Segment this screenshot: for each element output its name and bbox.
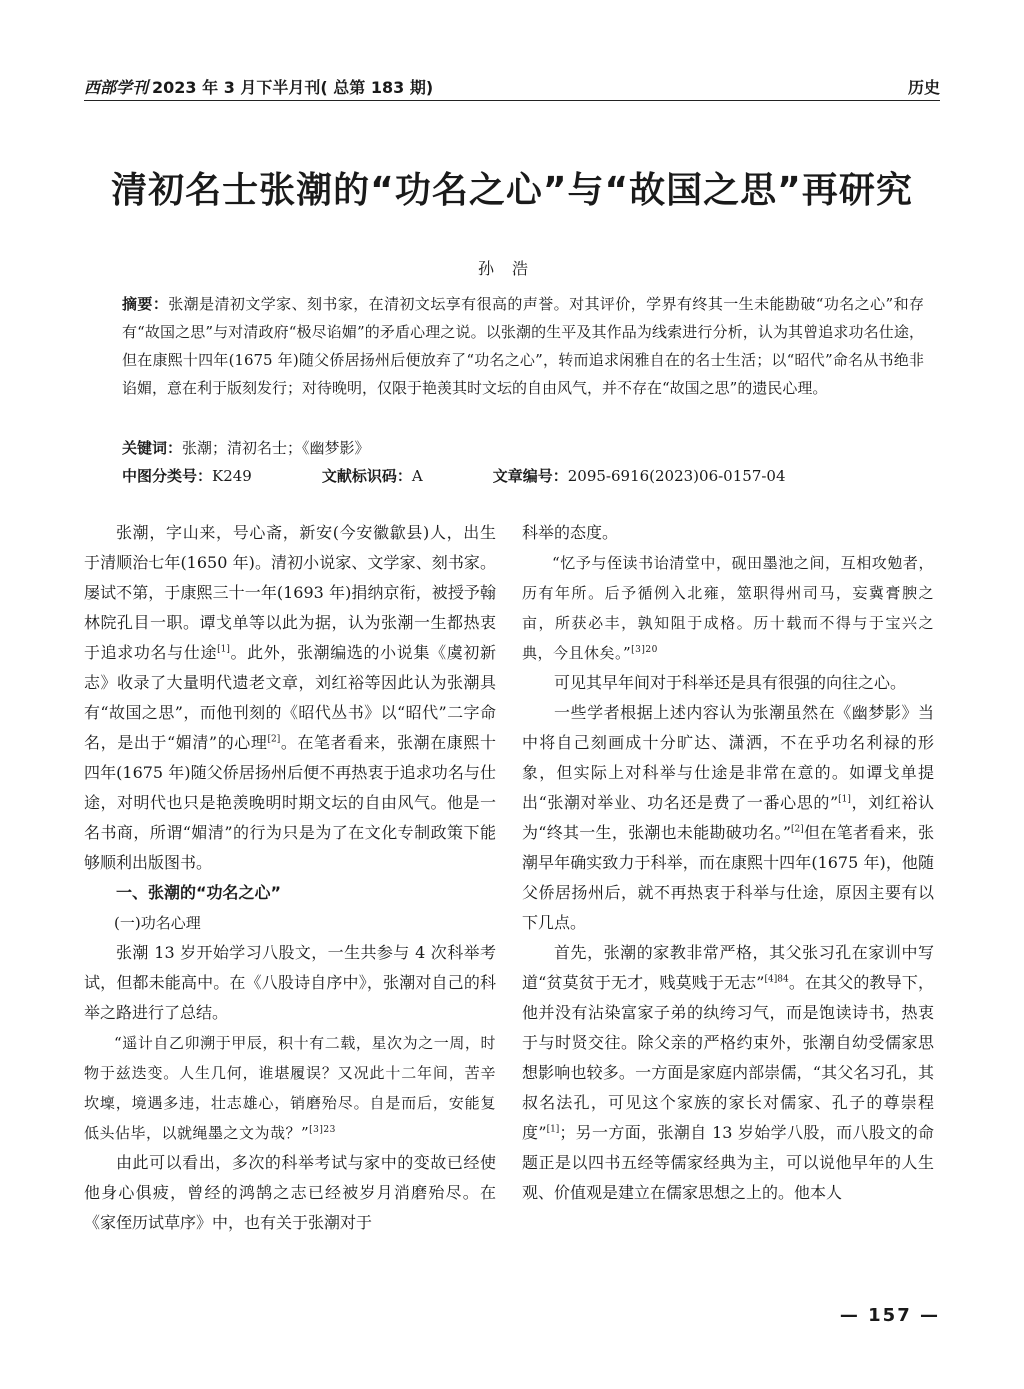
article-number-label: 文章编号： — [492, 467, 568, 485]
paragraph-continued: 科举的态度。 — [522, 523, 619, 542]
citation: [2] — [791, 824, 804, 835]
citation: [4]84 — [764, 974, 789, 985]
classification-line — [122, 462, 924, 490]
citation: [1] — [838, 794, 851, 805]
issue-info: 2023 年 3 月下半月刊( 总第 183 期) — [152, 78, 434, 97]
article-title: 清初名士张潮的“功名之心”与“故国之思”再研究 — [111, 170, 913, 211]
right-column — [522, 518, 934, 1208]
paragraph: 一些学者根据上述内容认为张潮虽然在《幽梦影》当中将自己刻画成十分旷达、潇洒，不在乎功名利禄的形象，但实际上对科举与仕途是非常在意的。如谭戈单提出“张潮对举业、功名还是费了一番心思的”[1]，刘红裕认为“终其一生，张潮也未能勘破功名。”[2]但在笔者看来，张潮早年确实致力于科举，而在康熙十四年(1675 年)，他随父侨居扬州后，就不再热衷于科举与仕途，原因主要有以下几点。 — [522, 703, 934, 932]
abstract-text: 张潮是清初文学家、刻书家，在清初文坛享有很高的声誉。对其评价，学界有终其一生未能勘破“功名之心”和存有“故国之思”与对清政府“极尽谄媚”的矛盾心理之说。以张潮的生平及其作品为线索进行分析，认为其曾追求功名仕途，但在康熙十四年(1675 年)随父侨居扬州后便放弃了“功名之心”，转而追求闲雅自在的名士生活；以“昭代”命名从书绝非谄媚，意在利于版刻发行；对待晚明，仅限于艳羡其时文坛的自由风气，并不存在“故国之思”的遗民心理。 — [122, 295, 924, 397]
citation: [3]23 — [309, 1125, 336, 1135]
subsection-heading: (一)功名心理 — [114, 914, 201, 932]
abstract — [122, 290, 924, 402]
abstract-label: 摘要： — [122, 295, 169, 313]
section-label: 历史 — [907, 78, 940, 97]
article-number-value: 2095-6916(2023)06-0157-04 — [567, 467, 786, 485]
paragraph: 首先，张潮的家教非常严格，其父张习孔在家训中写道“贫莫贫于无才，贱莫贱于无志”$^{[4]84}$。在其父的教导下，他并没有沾染富家子弟的纨绔习气，而是饱读诗书，热衷于与时贤交往。除父亲的严格约束外，张潮自幼受儒家思想影响也较多。一方面是家庭内部崇儒，“其父名习孔，其叔名法孔，可见这个家族的家长对儒家、孔子的尊崇程度”[1]；另一方面，张潮自 13 岁始学八股，而八股文的命题正是以四书五经等儒家经典为主，可以说他早年的人生观、价值观是建立在儒家思想之上的。他本人 — [522, 943, 934, 1202]
doc-code-value: A — [411, 467, 423, 485]
paragraph: 张潮 13 岁开始学习八股文，一生共参与 4 次科举考试，但都未能高中。在《八股诗自序中》，张潮对自己的科举之路进行了总结。 — [84, 943, 496, 1022]
paragraph: 可见其早年间对于科举还是具有很强的向往之心。 — [554, 673, 907, 692]
author-name: 孙浩 — [477, 259, 546, 278]
citation: [3]20 — [631, 645, 658, 655]
citation: [1] — [217, 644, 230, 655]
citation: [2] — [267, 734, 281, 745]
paragraph: 由此可以看出，多次的科举考试与家中的变故已经使他身心俱疲，曾经的鸿鹄之志已经被岁月消磨殆尽。在《家侄历试草序》中，也有关于张潮对于 — [84, 1153, 496, 1232]
keywords-line — [122, 434, 924, 462]
journal-logo: 西部学刊 — [84, 78, 149, 97]
keywords-label: 关键词： — [122, 439, 183, 457]
keywords-text: 张潮；清初名士；《幽梦影》 — [182, 439, 370, 457]
citation: [1] — [546, 1124, 560, 1135]
clc-value: K249 — [212, 467, 252, 485]
running-header — [84, 74, 940, 98]
clc-label: 中图分类号： — [122, 467, 213, 485]
block-quote: “忆予与侄读书诒清堂中，砚田墨池之间，互相攻勉者，历有年所。后予循例入北雍，筮职得州司马，妄冀膏腴之亩，所获必丰，孰知阻于成格。历十载而不得与于宝兴之典，今且休矣。”$^{[3]20}$ — [522, 554, 934, 662]
paragraph: 张潮，字山来，号心斋，新安(今安徽歙县)人，出生于清顺治七年(1650 年)。清初小说家、文学家、刻书家。屡试不第，于康熙三十一年(1693 年)捐纳京衔，被授予翰林院孔目一职。谭戈单等以此为据，认为张潮一生都热衷于追求功名与仕途[1]。此外，张潮编选的小说集《虞初新志》收录了大量明代遗老文章，刘红裕等因此认为张潮具有“故国之思”，而他刊刻的《昭代丛书》以“昭代”二字命名，是出于“媚清”的心理[2]。在笔者看来，张潮在康熙十四年(1675 年)随父侨居扬州后便不再热衷于追求功名与仕途，对明代也只是艳羡晚明时期文坛的自由风气。他是一名书商，所谓“媚清”的行为只是为了在文化专制政策下能够顺利出版图书。 — [84, 523, 496, 872]
doc-code-label: 文献标识码： — [321, 467, 412, 485]
header-rule — [84, 100, 940, 101]
section-heading: 一、张潮的“功名之心” — [116, 883, 282, 902]
left-column — [84, 518, 496, 1238]
block-quote: “遥计自乙卯溯于甲辰，积十有二载，星次为之一周，时物于兹迭变。人生几何，谁堪履误？又况此十二年间，苦辛坎壈，境遇多违，壮志雄心，销磨殆尽。自是而后，安能复低头佔毕，以就绳墨之文为哉？”$^{[3]23}$ — [84, 1034, 496, 1142]
page-number: — 157 — — [839, 1305, 940, 1326]
